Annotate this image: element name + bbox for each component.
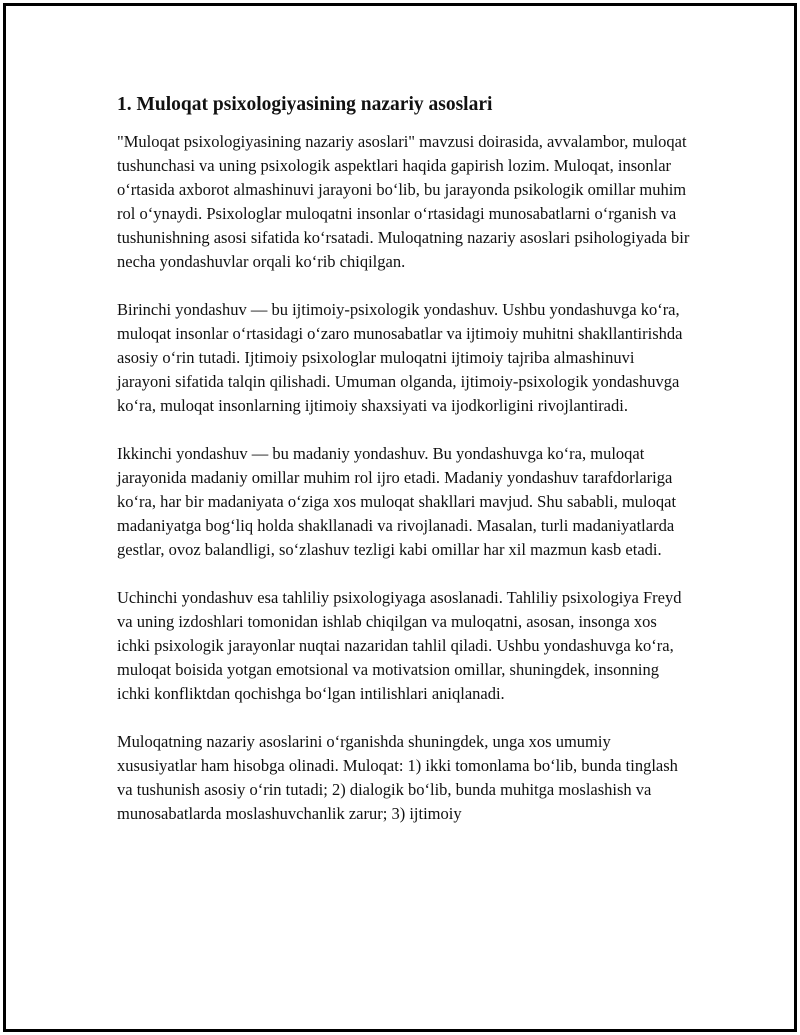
paragraph-2: Birinchi yondashuv — bu ijtimoiy-psixologik yondashuv. Ushbu yondashuvga ko‘ra, muloqat insonlar o‘rtasidagi o‘zaro munosabatlar va ijtimoiy muhitni shakllantirishda asosiy o‘rin tutadi. Ijtimoiy psixologlar muloqatni ijtimoiy tajriba almashinuvi jarayoni sifatida talqin qilishadi. Umuman olganda, ijtimoiy-psixologik yondashuvga ko‘ra, muloqat insonlarning ijtimoiy shaxsiyati va ijodkorligini rivojlantiradi. xyxy=(117,300,683,415)
section-heading: 1. Muloqat psixologiyasining nazariy asoslari xyxy=(117,94,493,115)
paragraph-5: Muloqatning nazariy asoslarini o‘rganishda shuningdek, unga xos umumiy xususiyatlar ham hisobga olinadi. Muloqat: 1) ikki tomonlama bo‘lib, bunda tinglash va tushunish asosiy o‘rin tutadi; 2) dialogik bo‘lib, bunda muhitga moslashish va munosabatlarda moslashuvchanlik zarur; 3) ijtimoiy xyxy=(117,732,678,823)
document-body xyxy=(117,92,692,850)
paragraph-1: "Muloqat psixologiyasining nazariy asoslari" mavzusi doirasida, avvalambor, muloqat tushunchasi va uning psixologik aspektlari haqida gapirish lozim. Muloqat, insonlar o‘rtasida axborot almashinuvi jarayoni bo‘lib, bu jarayonda psikologik omillar muhim rol o‘ynaydi. Psixologlar muloqatni insonlar o‘rtasidagi munosabatlarni o‘rganish va tushunishning asosi sifatida ko‘rsatadi. Muloqatning nazariy asoslari psihologiyada bir necha yondashuvlar orqali ko‘rib chiqilgan. xyxy=(117,132,690,271)
paragraph-3: Ikkinchi yondashuv — bu madaniy yondashuv. Bu yondashuvga ko‘ra, muloqat jarayonida madaniy omillar muhim rol ijro etadi. Madaniy yondashuv tarafdorlariga ko‘ra, har bir madaniyata o‘ziga xos muloqat shakllari mavjud. Shu sababli, muloqat madaniyatga bog‘liq holda shakllanadi va rivojlanadi. Masalan, turli madaniyatlarda gestlar, ovoz balandligi, so‘zlashuv tezligi kabi omillar har xil mazmun kasb etadi. xyxy=(117,444,677,559)
paragraph-4: Uchinchi yondashuv esa tahliliy psixologiyaga asoslanadi. Tahliliy psixologiya Freyd va uning izdoshlari tomonidan ishlab chiqilgan va muloqatni, asosan, insonga xos ichki psixologik jarayonlar nuqtai nazaridan tahlil qiladi. Ushbu yondashuvga ko‘ra, muloqat boisida yotgan emotsional va motivatsion omillar, shuningdek, insonning ichki konfliktdan qochishga bo‘lgan intilishlari aniqlanadi. xyxy=(117,588,682,703)
